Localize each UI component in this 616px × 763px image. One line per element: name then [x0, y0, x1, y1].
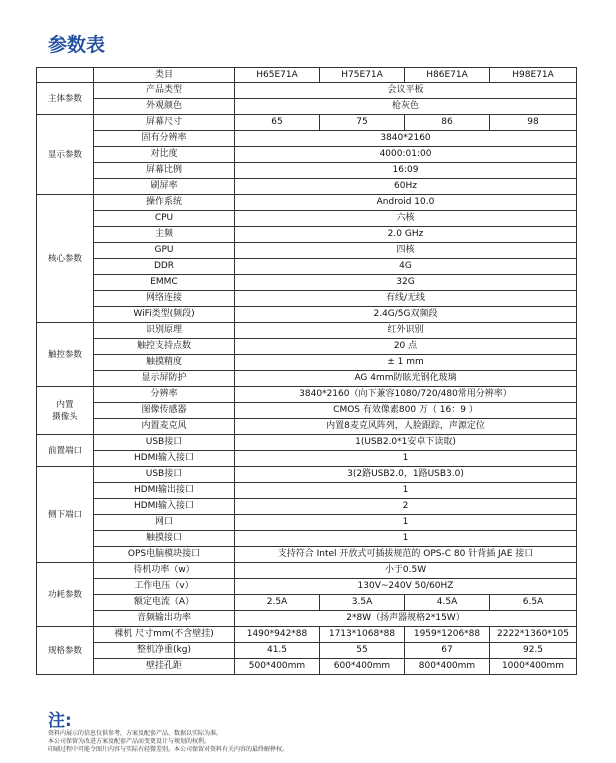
row-value-cell: 75	[320, 115, 405, 131]
row-label-cell: HDMI输入接口	[94, 499, 235, 515]
table-row	[37, 99, 577, 115]
row-value-cell: 1	[235, 451, 577, 467]
row-label-cell: USB接口	[94, 435, 235, 451]
table-row	[37, 211, 577, 227]
section-label-cell: 主体参数	[37, 83, 94, 115]
row-value-cell: 1490*942*88	[235, 627, 320, 643]
section-label-cell: 前置端口	[37, 435, 94, 467]
spec-table	[36, 67, 577, 675]
table-row	[37, 131, 577, 147]
row-label-cell: 待机功率（w）	[94, 563, 235, 579]
row-value-cell: 800*400mm	[405, 659, 490, 675]
row-value-cell: 红外识别	[235, 323, 577, 339]
notes	[48, 730, 288, 754]
section-label-cell: 功耗参数	[37, 563, 94, 627]
table-row	[37, 355, 577, 371]
row-label-cell: 外观颜色	[94, 99, 235, 115]
row-value-cell: 六核	[235, 211, 577, 227]
row-label-cell: DDR	[94, 259, 235, 275]
row-label-cell: 裸机 尺寸mm(不含壁挂)	[94, 627, 235, 643]
row-label-cell: 识别原理	[94, 323, 235, 339]
header-model-cell: H98E71A	[490, 68, 577, 83]
row-label-cell: 音频输出功率	[94, 611, 235, 627]
row-label-cell: 屏幕比例	[94, 163, 235, 179]
table-row	[37, 547, 577, 563]
table-row	[37, 179, 577, 195]
row-value-cell: 1	[235, 515, 577, 531]
table-row	[37, 643, 577, 659]
row-value-cell: 2.5A	[235, 595, 320, 611]
row-value-cell: 2222*1360*105	[490, 627, 577, 643]
row-value-cell: 3(2路USB2.0，1路USB3.0)	[235, 467, 577, 483]
row-value-cell: AG 4mm防眩光钢化玻璃	[235, 371, 577, 387]
row-value-cell: 2	[235, 499, 577, 515]
row-label-cell: 触控支持点数	[94, 339, 235, 355]
row-value-cell: 1	[235, 531, 577, 547]
row-value-cell: 1	[235, 483, 577, 499]
row-value-cell: Android 10.0	[235, 195, 577, 211]
row-label-cell: 整机净重(kg)	[94, 643, 235, 659]
row-value-cell: CMOS 有效像素800 万（ 16：9 ）	[235, 403, 577, 419]
row-value-cell: 67	[405, 643, 490, 659]
row-value-cell: 1000*400mm	[490, 659, 577, 675]
row-label-cell: 工作电压（v）	[94, 579, 235, 595]
row-label-cell: 显示屏防护	[94, 371, 235, 387]
header-model-cell: H75E71A	[320, 68, 405, 83]
table-row	[37, 227, 577, 243]
row-value-cell: 92.5	[490, 643, 577, 659]
table-row	[37, 243, 577, 259]
row-value-cell: 98	[490, 115, 577, 131]
table-row	[37, 115, 577, 131]
table-row	[37, 467, 577, 483]
row-value-cell: 41.5	[235, 643, 320, 659]
header-model-cell: H86E71A	[405, 68, 490, 83]
header-category-cell: 类目	[94, 68, 235, 83]
row-label-cell: 屏幕尺寸	[94, 115, 235, 131]
row-label-cell: 触摸接口	[94, 531, 235, 547]
table-row	[37, 595, 577, 611]
row-label-cell: 产品类型	[94, 83, 235, 99]
row-value-cell: 小于0.5W	[235, 563, 577, 579]
table-row	[37, 371, 577, 387]
row-label-cell: 刷屏率	[94, 179, 235, 195]
row-value-cell: 60Hz	[235, 179, 577, 195]
notes-title: 注:	[48, 711, 72, 731]
row-value-cell: 3840*2160	[235, 131, 577, 147]
row-value-cell: 16:09	[235, 163, 577, 179]
row-value-cell: 1959*1206*88	[405, 627, 490, 643]
row-label-cell: 网口	[94, 515, 235, 531]
table-row	[37, 627, 577, 643]
table-row	[37, 339, 577, 355]
table-row	[37, 435, 577, 451]
table-row	[37, 259, 577, 275]
header-blank-cell	[37, 68, 94, 83]
row-label-cell: CPU	[94, 211, 235, 227]
row-label-cell: 主频	[94, 227, 235, 243]
row-label-cell: GPU	[94, 243, 235, 259]
row-label-cell: 图像传感器	[94, 403, 235, 419]
section-label-cell: 规格参数	[37, 627, 94, 675]
row-value-cell: 86	[405, 115, 490, 131]
table-row	[37, 323, 577, 339]
table-row	[37, 291, 577, 307]
row-value-cell: 6.5A	[490, 595, 577, 611]
row-label-cell: 操作系统	[94, 195, 235, 211]
table-row	[37, 307, 577, 323]
row-value-cell: 3.5A	[320, 595, 405, 611]
table-row	[37, 483, 577, 499]
row-label-cell: HDMI输出接口	[94, 483, 235, 499]
table-row	[37, 659, 577, 675]
row-label-cell: 固有分辨率	[94, 131, 235, 147]
row-value-cell: 四核	[235, 243, 577, 259]
section-label-cell: 核心参数	[37, 195, 94, 323]
row-label-cell: HDMI输入接口	[94, 451, 235, 467]
row-value-cell: 有线/无线	[235, 291, 577, 307]
row-value-cell: 支持符合 Intel 开放式可插拔规范的 OPS-C 80 针背插 JAE 接口	[235, 547, 577, 563]
table-row	[37, 419, 577, 435]
row-value-cell: 2.4G/5G双频段	[235, 307, 577, 323]
row-value-cell: 4000:01:00	[235, 147, 577, 163]
row-value-cell: 500*400mm	[235, 659, 320, 675]
row-value-cell: 32G	[235, 275, 577, 291]
row-label-cell: 分辨率	[94, 387, 235, 403]
row-value-cell: ± 1 mm	[235, 355, 577, 371]
row-label-cell: WiFi类型(频段)	[94, 307, 235, 323]
table-row	[37, 83, 577, 99]
row-value-cell: 600*400mm	[320, 659, 405, 675]
row-label-cell: 额定电流（A）	[94, 595, 235, 611]
row-value-cell: 20 点	[235, 339, 577, 355]
row-value-cell: 4G	[235, 259, 577, 275]
note-line: 资料内展示的信息仅供参考，方案及配套产品、数据以实际为准。	[48, 730, 223, 737]
table-row	[37, 579, 577, 595]
row-value-cell: 4.5A	[405, 595, 490, 611]
table-row	[37, 403, 577, 419]
table-header-row	[37, 68, 577, 83]
row-value-cell: 65	[235, 115, 320, 131]
row-label-cell: EMMC	[94, 275, 235, 291]
section-label-cell: 内置 摄像头	[37, 387, 94, 435]
row-value-cell: 1(USB2.0*1安卓下读取)	[235, 435, 577, 451]
row-value-cell: 55	[320, 643, 405, 659]
row-value-cell: 会议平板	[235, 83, 577, 99]
table-row	[37, 563, 577, 579]
row-label-cell: OPS电脑模块接口	[94, 547, 235, 563]
table-row	[37, 275, 577, 291]
row-value-cell: 内置8麦克风阵列，人脸跟踪，声源定位	[235, 419, 577, 435]
table-row	[37, 387, 577, 403]
table-row	[37, 451, 577, 467]
section-label-cell: 显示参数	[37, 115, 94, 195]
row-value-cell: 1713*1068*88	[320, 627, 405, 643]
row-label-cell: 壁挂孔距	[94, 659, 235, 675]
table-row	[37, 195, 577, 211]
table-row	[37, 531, 577, 547]
table-row	[37, 163, 577, 179]
table-row	[37, 147, 577, 163]
row-label-cell: USB接口	[94, 467, 235, 483]
row-label-cell: 网络连接	[94, 291, 235, 307]
row-value-cell: 130V~240V 50/60HZ	[235, 579, 577, 595]
section-label-cell: 侧下端口	[37, 467, 94, 563]
note-line: 印刷过程中可能令图片内容与实际有轻微差别。本公司保留对资料有关内容的最终解释权。	[48, 746, 289, 753]
row-value-cell: 枪灰色	[235, 99, 577, 115]
row-label-cell: 触摸精度	[94, 355, 235, 371]
row-label-cell: 内置麦克风	[94, 419, 235, 435]
table-row	[37, 611, 577, 627]
row-label-cell: 对比度	[94, 147, 235, 163]
section-label-cell: 触控参数	[37, 323, 94, 387]
table-row	[37, 515, 577, 531]
header-model-cell: H65E71A	[235, 68, 320, 83]
row-value-cell: 3840*2160（向下兼容1080/720/480常用分辨率）	[235, 387, 577, 403]
row-value-cell: 2.0 GHz	[235, 227, 577, 243]
table-row	[37, 499, 577, 515]
row-value-cell: 2*8W（扬声器规格2*15W）	[235, 611, 577, 627]
page-title: 参数表	[48, 34, 106, 56]
note-line: 本公司保留为改进方案及配套产品而变更设计与规划的权利。	[48, 738, 211, 745]
